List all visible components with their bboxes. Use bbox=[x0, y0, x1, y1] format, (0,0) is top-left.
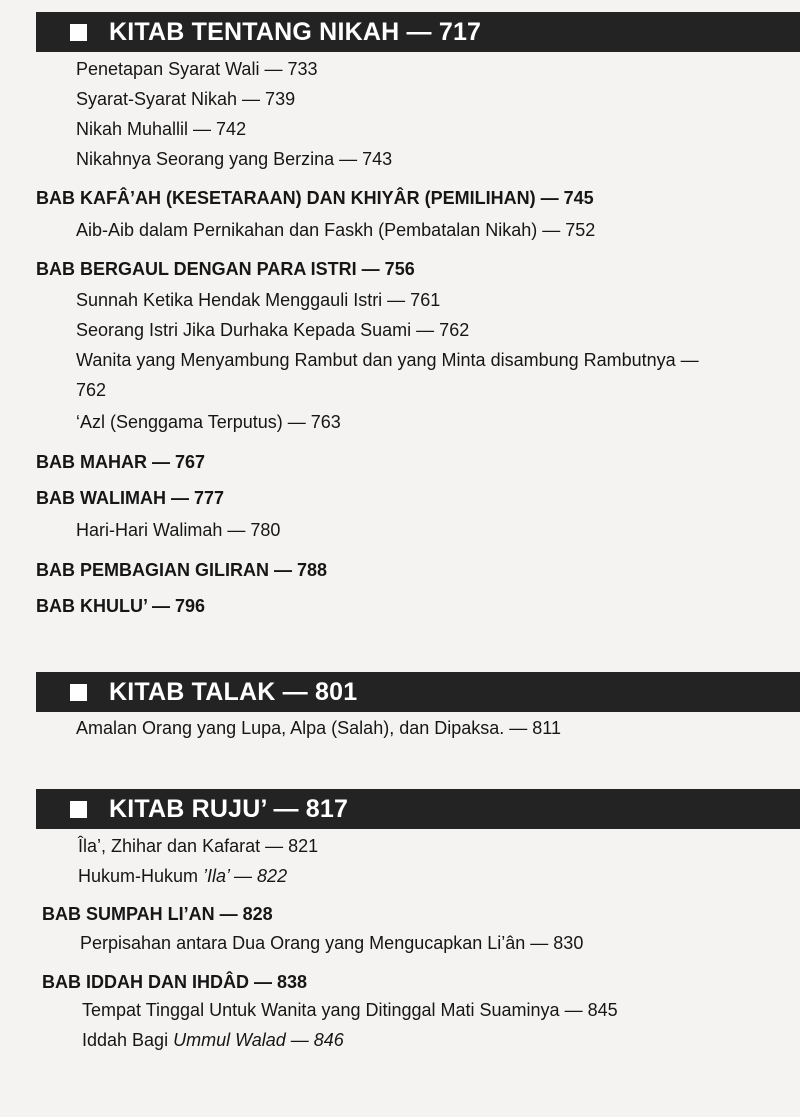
toc-entry: ‘Azl (Senggama Terputus) — 763 bbox=[76, 412, 341, 432]
toc-entry: Wanita yang Menyambung Rambut dan yang Minta disambung Rambutnya — bbox=[76, 350, 699, 370]
toc-entry: Penetapan Syarat Wali — 733 bbox=[76, 59, 318, 79]
toc-entry bbox=[78, 866, 287, 887]
toc-entry: Syarat-Syarat Nikah — 739 bbox=[76, 89, 296, 109]
umm-italic: Ummul Walad — 846 bbox=[173, 1030, 344, 1050]
bab-giliran-heading: BAB PEMBAGIAN GILIRAN — 788 bbox=[36, 560, 328, 580]
square-bullet-icon bbox=[70, 24, 87, 41]
hukum-italic: ’Ila’ — 822 bbox=[203, 866, 288, 886]
kitab-ruju-heading bbox=[36, 789, 800, 829]
square-bullet-icon bbox=[70, 684, 87, 701]
kitab-ruju-title: KITAB RUJU’ — 817 bbox=[109, 794, 349, 823]
bab-walimah-heading: BAB WALIMAH — 777 bbox=[36, 488, 225, 508]
toc-entry: Tempat Tinggal Untuk Wanita yang Ditinggal Mati Suaminya — 845 bbox=[82, 1000, 618, 1020]
bab-khulu-heading: BAB KHULU’ — 796 bbox=[36, 596, 206, 616]
toc-entry: Sunnah Ketika Hendak Menggauli Istri — 761 bbox=[76, 290, 441, 310]
bab-bergaul-heading: BAB BERGAUL DENGAN PARA ISTRI — 756 bbox=[36, 259, 415, 279]
bab-kafaah-heading: BAB KAFÂ’AH (KESETARAAN) DAN KHIYÂR (PEMILIHAN) — 745 bbox=[36, 188, 594, 208]
toc-entry: Nikah Muhallil — 742 bbox=[76, 119, 247, 139]
toc-entry bbox=[82, 1030, 344, 1051]
kitab-nikah-heading bbox=[36, 12, 800, 52]
bab-lian-heading: BAB SUMPAH LI’AN — 828 bbox=[42, 904, 273, 924]
toc-entry: Amalan Orang yang Lupa, Alpa (Salah), dan Dipaksa. — 811 bbox=[76, 718, 561, 738]
square-bullet-icon bbox=[70, 801, 87, 818]
hukum-prefix: Hukum-Hukum bbox=[78, 866, 204, 886]
bab-iddah-heading: BAB IDDAH DAN IHDÂD — 838 bbox=[42, 972, 308, 992]
kitab-talak-heading bbox=[36, 672, 800, 712]
kitab-talak-title: KITAB TALAK — 801 bbox=[109, 677, 358, 706]
toc-entry: Perpisahan antara Dua Orang yang Mengucapkan Li’ân — 830 bbox=[80, 933, 584, 953]
toc-entry-continuation: 762 bbox=[76, 380, 107, 400]
toc-entry: Aib-Aib dalam Pernikahan dan Faskh (Pembatalan Nikah) — 752 bbox=[76, 220, 596, 240]
toc-entry: Nikahnya Seorang yang Berzina — 743 bbox=[76, 149, 393, 169]
bab-mahar-heading: BAB MAHAR — 767 bbox=[36, 452, 206, 472]
toc-entry: Seorang Istri Jika Durhaka Kepada Suami — 762 bbox=[76, 320, 470, 340]
kitab-nikah-title: KITAB TENTANG NIKAH — 717 bbox=[109, 17, 482, 46]
toc-entry: Îla’, Zhihar dan Kafarat — 821 bbox=[78, 836, 319, 856]
toc-entry: Hari-Hari Walimah — 780 bbox=[76, 520, 281, 540]
umm-prefix: Iddah Bagi bbox=[82, 1030, 174, 1050]
